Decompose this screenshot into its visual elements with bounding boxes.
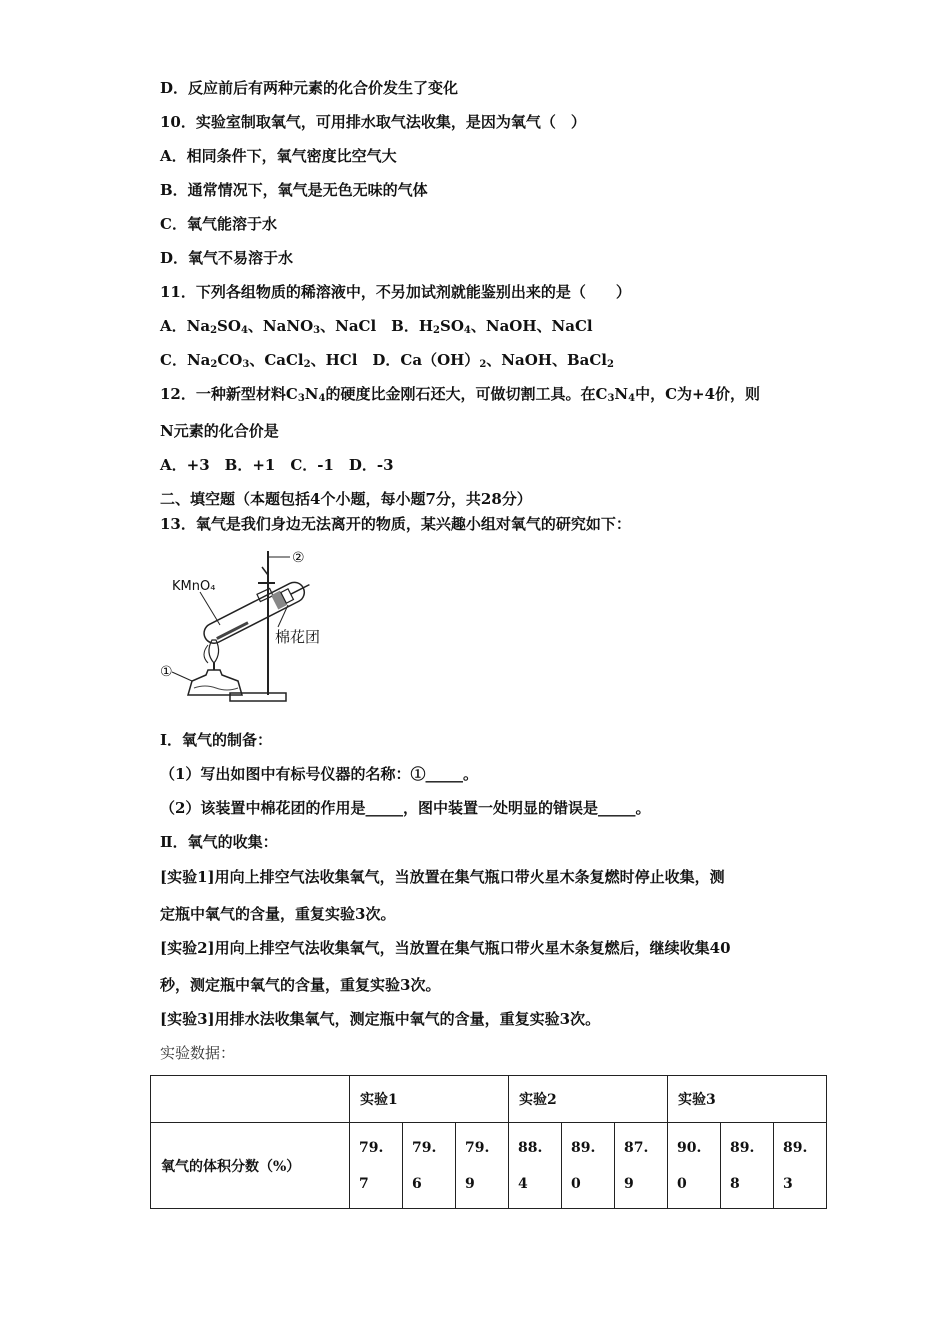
exp2-line2: 秒，测定瓶中氧气的含量，重复实验3次。	[160, 976, 441, 994]
q10-option-b: B．通常情况下，氧气是无色无味的气体	[160, 181, 428, 199]
table-cell: 88. 4	[509, 1123, 562, 1209]
q10-option-d: D．氧气不易溶于水	[160, 249, 294, 267]
label-1: ①	[160, 664, 173, 680]
q9-option-d: D．反应前后有两种元素的化合价发生了变化	[160, 79, 459, 97]
alcohol-lamp	[188, 670, 242, 695]
table-cell: 89. 8	[721, 1123, 774, 1209]
exp2-line1: [实验2]用向上排空气法收集氧气，当放置在集气瓶口带火星木条复燃后，继续收集40	[160, 939, 731, 957]
label-2: ②	[292, 550, 305, 566]
q11-options-ab: A．$Na_2SO_4$、NaNO$_3$、NaCl B．$H_2SO_4$、NaOH、NaCl	[160, 317, 593, 336]
q11-stem: 11．下列各组物质的稀溶液中，不另加试剂就能鉴别出来的是（ ）	[160, 283, 631, 301]
table-cell: 79. 9	[456, 1123, 509, 1209]
data-label: 实验数据：	[160, 1044, 236, 1062]
part2-title: Ⅱ．氧气的收集：	[160, 833, 278, 851]
part1-q1: （1）写出如图中有标号仪器的名称：①_____。	[160, 765, 478, 783]
exp1-line2: 定瓶中氧气的含量，重复实验3次。	[160, 905, 396, 923]
q10-option-a: A．相同条件下，氧气密度比空气大	[160, 147, 397, 165]
header-exp-2: 实验2	[509, 1076, 668, 1123]
table-cell: 79. 6	[403, 1123, 456, 1209]
q10-stem: 10．实验室制取氧气，可用排水取气法收集，是因为氧气（ ）	[160, 113, 586, 131]
label-cotton: 棉花团	[275, 628, 321, 646]
oxygen-data-table	[150, 1075, 827, 1209]
table-cell: 90. 0	[668, 1123, 721, 1209]
header-empty-cell	[151, 1076, 350, 1123]
header-exp-1: 实验1	[350, 1076, 509, 1123]
section-2-title: 二、填空题（本题包括4个小题，每小题7分，共28分）	[160, 490, 532, 508]
exp3-line: [实验3]用排水法收集氧气，测定瓶中氧气的含量，重复实验3次。	[160, 1010, 601, 1028]
q11-options-cd: C．$Na_2CO_3$、CaCl$_2$、HCl D．$Ca(OH)_2$、NaOH、BaCl$_2$	[160, 351, 614, 370]
table-cell: 87. 9	[615, 1123, 668, 1209]
part1-title: Ⅰ．氧气的制备：	[160, 731, 273, 749]
table-cell: 79. 7	[350, 1123, 403, 1209]
table-header-row	[151, 1076, 827, 1123]
iron-stand-base	[230, 693, 286, 701]
table-row	[151, 1123, 827, 1209]
q12-stem: 12．一种新型材料$C_3N_4$的硬度比金刚石还大，可做切割工具。在$C_3N_4$中，C为+4价，则	[160, 385, 761, 404]
q13-stem: 13．氧气是我们身边无法离开的物质，某兴趣小组对氧气的研究如下：	[160, 515, 631, 533]
q12-stem-line2: N元素的化合价是	[160, 422, 279, 440]
q12-options: A．+3 B．+1 C．-1 D．-3	[160, 456, 394, 474]
table-cell: 89. 0	[562, 1123, 615, 1209]
header-exp-3: 实验3	[668, 1076, 827, 1123]
part1-q2: （2）该装置中棉花团的作用是_____，图中装置一处明显的错误是_____。	[160, 799, 651, 817]
kmno4-apparatus-figure	[150, 545, 350, 715]
label-kmno4: KMnO₄	[172, 579, 216, 594]
table-cell: 89. 3	[774, 1123, 827, 1209]
q10-option-c: C．氧气能溶于水	[160, 215, 277, 233]
exp1-line1: [实验1]用向上排空气法收集氧气，当放置在集气瓶口带火星木条复燃时停止收集，测	[160, 868, 725, 886]
row-label: 氧气的体积分数（%）	[151, 1123, 350, 1209]
